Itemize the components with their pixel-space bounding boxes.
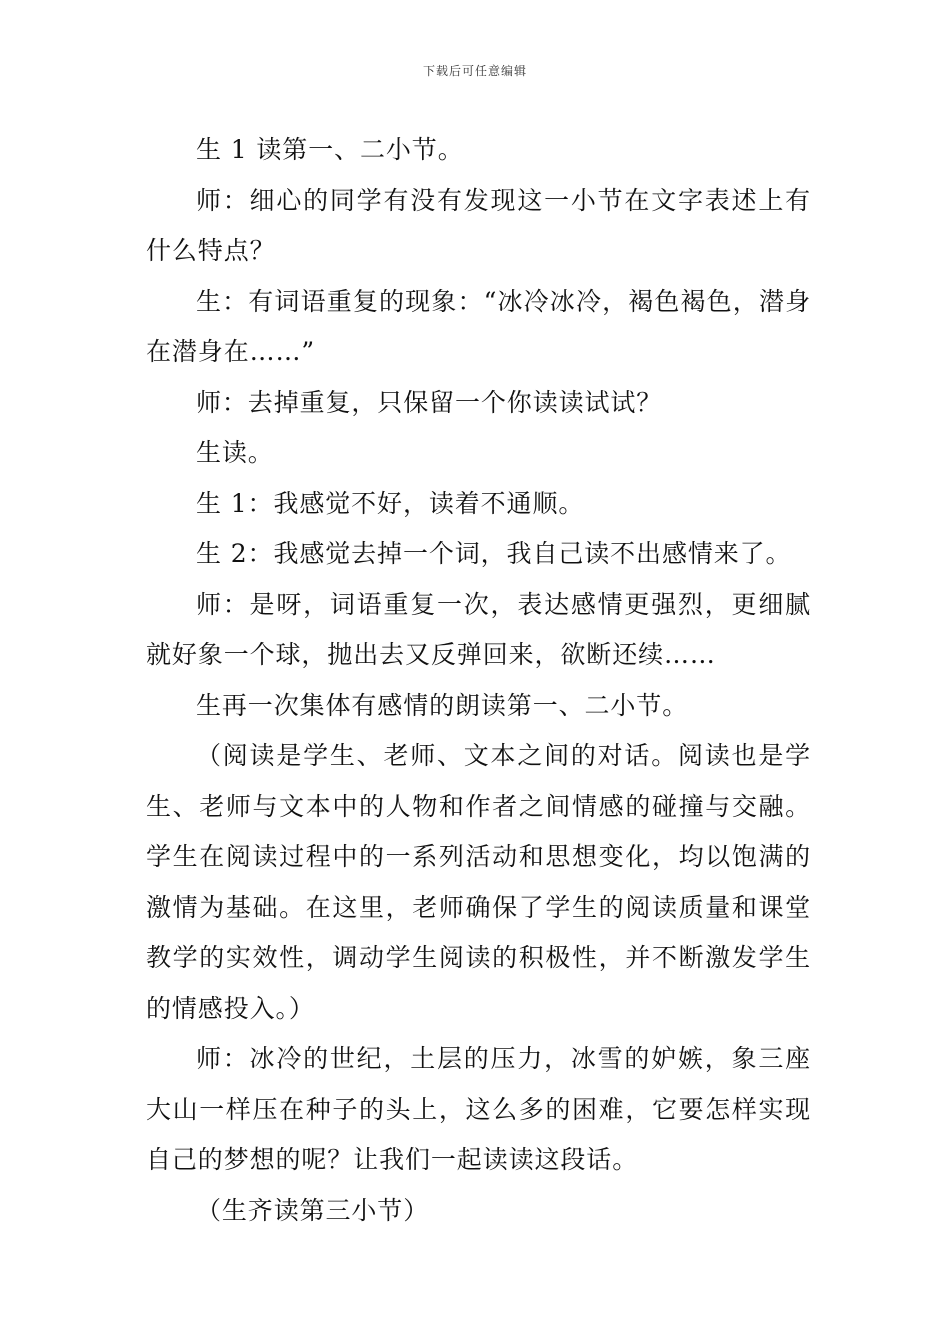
paragraph: 生 2：我感觉去掉一个词，我自己读不出感情来了。 (196, 539, 792, 568)
paragraph: 生再一次集体有感情的朗读第一、二小节。 (196, 690, 689, 720)
paragraph: 师：是呀，词语重复一次，表达感情更强烈，更细腻就好象一个球，抛出去又反弹回来，欲断还续…… (146, 589, 811, 669)
page-header: 下载后可任意编辑 (422, 64, 527, 78)
paragraph: 生 1 读第一、二小节。 (196, 135, 464, 164)
paragraph: 师：细心的同学有没有发现这一小节在文字表述上有什么特点？ (146, 185, 811, 265)
paragraph: 师：去掉重复，只保留一个你读读试试？ (196, 387, 663, 417)
paragraph: （生齐读第三小节） (196, 1195, 430, 1225)
paragraph: 生 1：我感觉不好，读着不通顺。 (196, 488, 585, 518)
document-body (146, 125, 811, 1236)
paragraph: 生：有词语重复的现象：“冰冷冰冷，褐色褐色，潜身在潜身在……” (146, 286, 811, 366)
paragraph: 师：冰冷的世纪，土层的压力，冰雪的妒嫉，象三座大山一样压在种子的头上，这么多的困难，它要怎样实现自己的梦想的呢？让我们一起读读这段话。 (146, 1044, 811, 1174)
paragraph: 生读。 (196, 438, 274, 467)
paragraph: （阅读是学生、老师、文本之间的对话。阅读也是学生、老师与文本中的人物和作者之间情感的碰撞与交融。学生在阅读过程中的一系列活动和思想变化，均以饱满的激情为基础。在这里，老师确保了学生的阅读质量和课堂教学的实效性，调动学生阅读的积极性，并不断激发学生的情感投入。） (146, 741, 811, 1023)
